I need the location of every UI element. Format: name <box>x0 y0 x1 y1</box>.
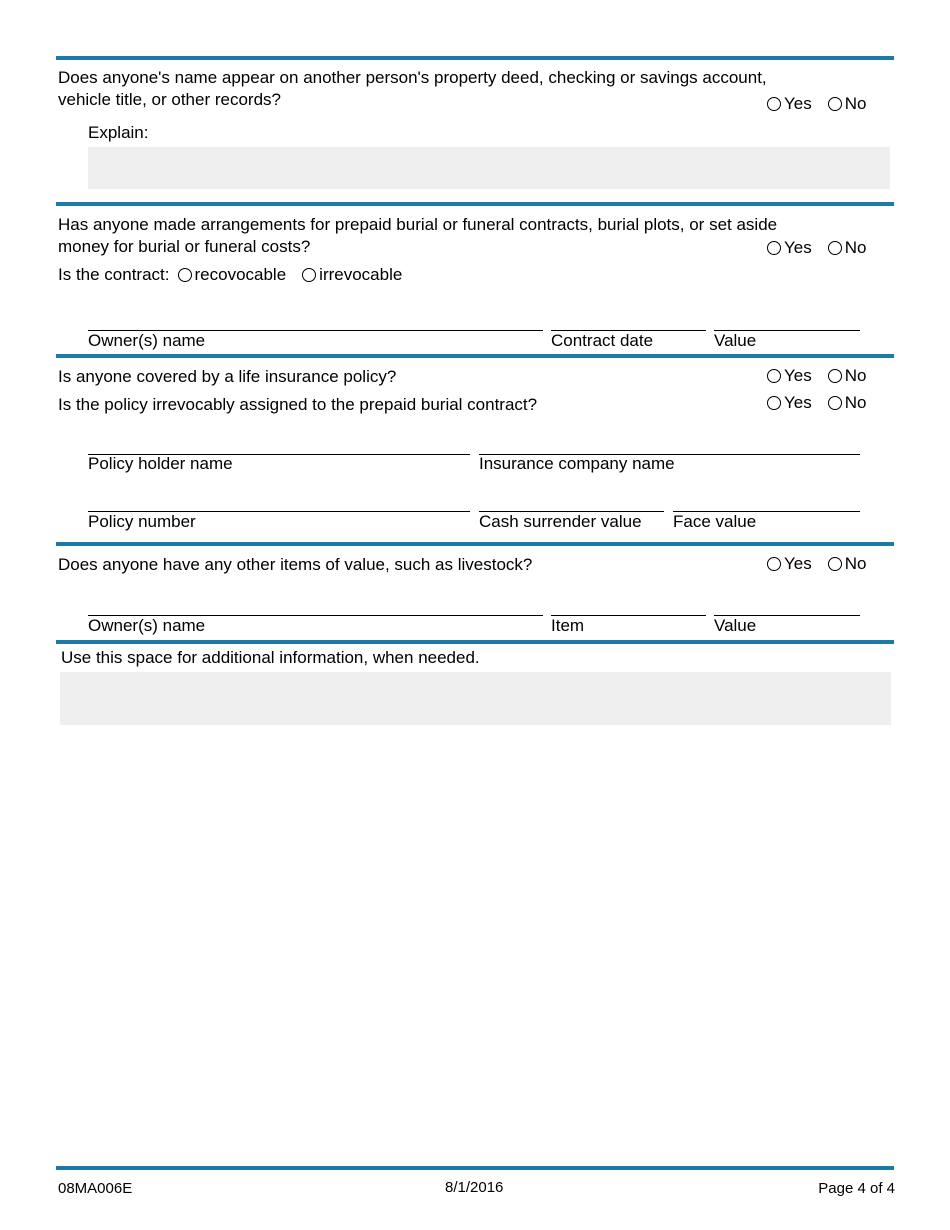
other-items-yes-radio[interactable]: Yes <box>767 553 812 575</box>
insurance-company-label: Insurance company name <box>479 454 675 473</box>
radio-circle-icon <box>302 268 316 282</box>
section-divider <box>56 640 894 644</box>
policy-holder-label: Policy holder name <box>88 454 233 473</box>
item-owner-label: Owner(s) name <box>88 616 206 635</box>
form-id: 08MA006E <box>58 1180 133 1197</box>
prepaid-burial-question: Has anyone made arrangements for prepaid burial or funeral contracts, burial plots, or set aside <box>58 215 778 234</box>
radio-circle-icon <box>767 241 781 255</box>
life-insurance-yes-radio[interactable]: Yes <box>767 365 812 387</box>
policy-assigned-yes-radio[interactable]: Yes <box>767 392 812 414</box>
face-value-label: Face value <box>673 512 757 531</box>
page-number: Page 4 of 4 <box>818 1180 895 1197</box>
life-insurance-radio-group <box>767 365 866 387</box>
section-divider <box>56 56 894 60</box>
item-label: Item <box>551 616 585 635</box>
prepaid-burial-no-radio[interactable]: No <box>828 237 867 259</box>
policy-assigned-radio-group <box>767 392 866 414</box>
radio-circle-icon <box>828 396 842 410</box>
name-on-records-question: Does anyone's name appear on another person's property deed, checking or savings account, <box>58 68 767 87</box>
section-divider <box>56 542 894 546</box>
section-divider <box>56 354 894 358</box>
footer-divider <box>56 1166 894 1170</box>
name-on-records-radio-group <box>767 93 866 115</box>
radio-circle-icon <box>828 557 842 571</box>
life-insurance-question: Is anyone covered by a life insurance policy? <box>58 367 397 386</box>
contract-revocable-radio[interactable]: recovocable <box>178 264 287 286</box>
additional-info-label: Use this space for additional information, when needed. <box>61 648 480 667</box>
other-items-question: Does anyone have any other items of value, such as livestock? <box>58 555 533 574</box>
section-divider <box>56 202 894 206</box>
name-on-records-question-line2: vehicle title, or other records? <box>58 90 281 109</box>
radio-circle-icon <box>767 369 781 383</box>
prepaid-burial-yes-radio[interactable]: Yes <box>767 237 812 259</box>
radio-circle-icon <box>828 97 842 111</box>
radio-circle-icon <box>767 97 781 111</box>
contract-date-label: Contract date <box>551 331 654 350</box>
other-items-no-radio[interactable]: No <box>828 553 867 575</box>
name-on-records-no-radio[interactable]: No <box>828 93 867 115</box>
prepaid-burial-question-line2: money for burial or funeral costs? <box>58 237 311 256</box>
explain-textarea[interactable] <box>88 147 890 189</box>
prepaid-burial-radio-group <box>767 237 866 259</box>
contract-type-label: Is the contract: <box>58 265 170 284</box>
form-date: 8/1/2016 <box>445 1179 504 1196</box>
owner-name-label: Owner(s) name <box>88 331 206 350</box>
radio-circle-icon <box>828 241 842 255</box>
radio-circle-icon <box>178 268 192 282</box>
other-items-radio-group <box>767 553 866 575</box>
policy-assigned-no-radio[interactable]: No <box>828 392 867 414</box>
contract-value-label: Value <box>714 331 757 350</box>
contract-type-row <box>58 264 402 286</box>
policy-number-label: Policy number <box>88 512 196 531</box>
policy-assigned-question: Is the policy irrevocably assigned to the prepaid burial contract? <box>58 395 538 414</box>
radio-circle-icon <box>828 369 842 383</box>
name-on-records-yes-radio[interactable]: Yes <box>767 93 812 115</box>
additional-info-textarea[interactable] <box>60 672 891 725</box>
radio-circle-icon <box>767 557 781 571</box>
contract-irrevocable-radio[interactable]: irrevocable <box>302 264 402 286</box>
life-insurance-no-radio[interactable]: No <box>828 365 867 387</box>
item-value-label: Value <box>714 616 757 635</box>
cash-surrender-label: Cash surrender value <box>479 512 642 531</box>
radio-circle-icon <box>767 396 781 410</box>
explain-label: Explain: <box>88 123 149 142</box>
